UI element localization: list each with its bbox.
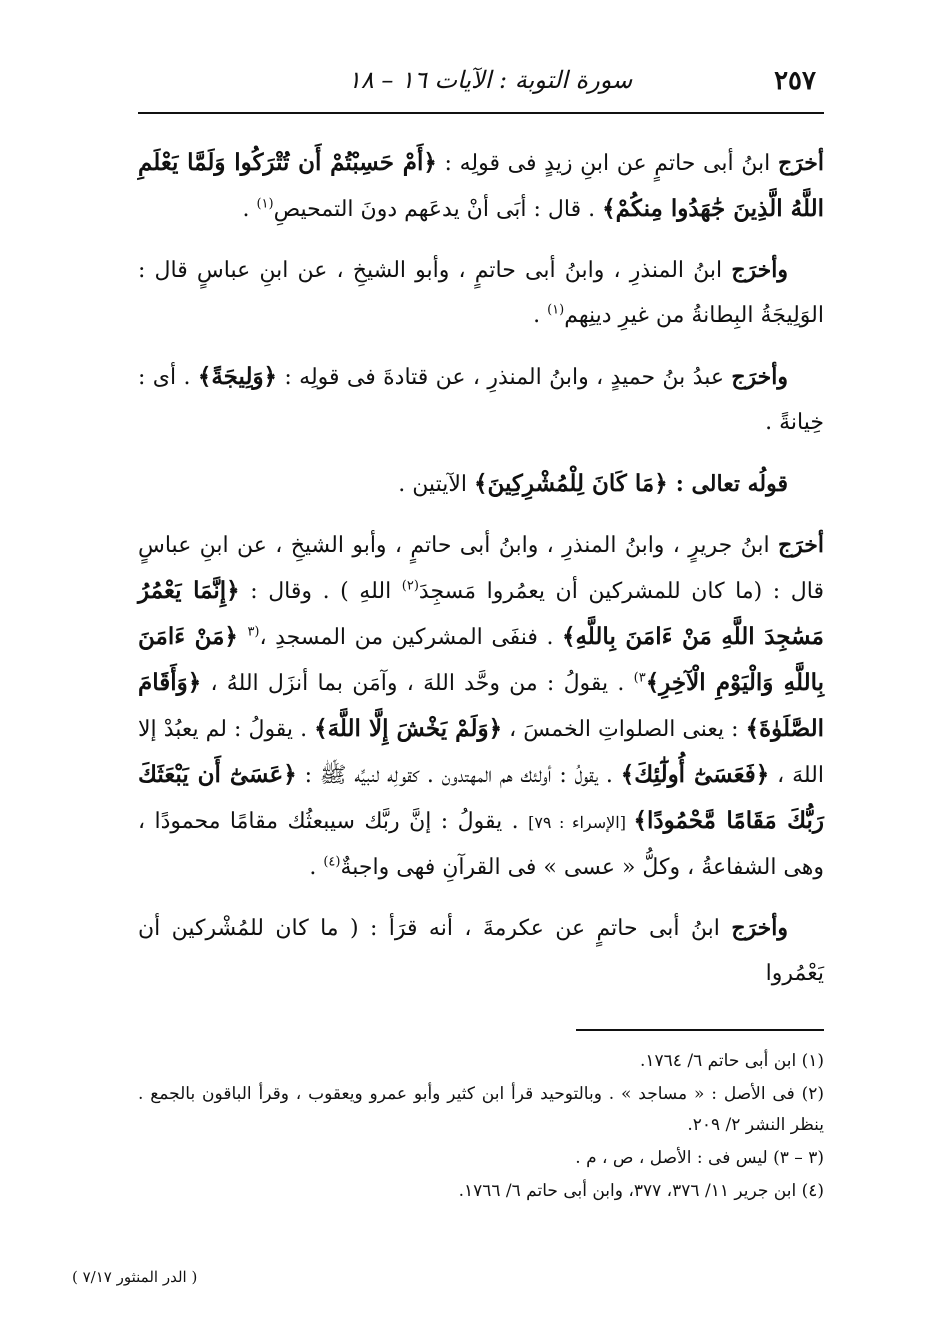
quran-verse: ﴿وَلَمْ يَخْشَ إِلَّا اللَّهَ﴾ <box>314 715 503 742</box>
quran-verse: ﴿عَسَىٰٓ أَن يَبْعَثَكَ رَبُّكَ مَقَامًا مَّحْمُودًا﴾ <box>138 761 824 834</box>
paragraph-text: . <box>309 855 324 880</box>
paragraph-text: الآيتين . <box>398 472 474 497</box>
paragraph-text: . فنفَى المشركين من المسجدِ ، <box>259 625 562 650</box>
paragraph-6 <box>138 906 824 996</box>
paragraph-lead: وأخرَج <box>731 257 788 283</box>
paragraph-lead: وأخرَج <box>731 364 789 390</box>
quran-verse: ﴿إِنَّمَا يَعْمُرُ مَسَٰجِدَ اللَّهِ مَنْ ءَامَنَ بِاللَّهِ﴾ <box>138 577 824 650</box>
footnote-marker: (٤) <box>323 854 341 870</box>
footnotes <box>138 1046 824 1209</box>
paragraph-lead: وأخرَج <box>731 915 788 941</box>
footnote-1: (١) ابن أبى حاتم ٦/ ١٧٦٤. <box>639 1051 824 1071</box>
footnote-2: (٢) فى الأصل : « مساجد » . وبالتوحيد قرأ ابن كثير وأبو عمرو ويعقوب ، وقرأ الباقون بالجمع . ينظر النشر ٢/ ٢٠٩. <box>138 1084 824 1135</box>
page-header <box>138 56 824 114</box>
quran-verse: ﴿أَمْ حَسِبْتُمْ أَن تُتْرَكُوا وَلَمَّا يَعْلَمِ اللَّهُ الَّذِينَ جَٰهَدُوا مِنكُمْ﴾ <box>138 149 824 222</box>
footnote-4: (٤) ابن جرير ١١/ ٣٧٦، ٣٧٧، وابن أبى حاتم ٦/ ١٧٦٦. <box>458 1181 824 1201</box>
quran-verse: ﴿مَنْ ءَامَنَ بِاللَّهِ وَالْيَوْمِ الْآخِرِ﴾ <box>138 623 824 696</box>
verse-reference: [الإسراء : ٧٩] <box>528 813 634 832</box>
paragraph-text: . <box>242 197 257 222</box>
paragraph-3 <box>138 354 824 445</box>
footnote-3: (٣ – ٣) ليس فى : الأصل ، ص ، م . <box>575 1148 824 1168</box>
footnote-marker: (٣ <box>247 624 260 640</box>
paragraph-text: . يقولُ : أولئك هم المهتدون . كقولِه لنبيِّه ﷺ : <box>296 763 621 788</box>
paragraph-text: . أى : خِيانةً . <box>138 365 824 435</box>
footnote-marker: (٢) <box>401 578 419 594</box>
paragraph-5 <box>138 523 824 890</box>
paragraph-text: . يقولُ : لم يعبُدْ إلا اللهَ ، <box>138 717 825 788</box>
quran-verse: ﴿وَأَقَامَ الصَّلَوٰةَ﴾ <box>138 669 824 742</box>
page-number: ٢٥٧ <box>774 66 816 96</box>
paragraph-2 <box>138 248 824 338</box>
paragraph-4-heading <box>138 461 824 507</box>
paragraph-text: ابنُ أبى حاتمٍ عن ابنِ زيدٍ فى قولِه : <box>436 151 778 176</box>
paragraph-text: : يعنى الصلواتِ الخمسَ ، <box>502 717 746 742</box>
paragraph-text: ابنُ جريرٍ ، وابنُ المنذرِ ، وابنُ أبى حاتمٍ ، وأبو الشيخِ ، عن ابنِ عباسٍ قال : (ما كان للمشركين أن يعمُروا مَسجِدَ <box>138 533 824 604</box>
paragraph-text: عبدُ بنُ حميدٍ ، وابنُ المنذرِ ، عن قتادةَ فى قولِه : <box>277 365 732 390</box>
paragraph-text: ابنُ المنذرِ ، وابنُ أبى حاتمٍ ، وأبو الشيخِ ، عن ابنِ عباسٍ قال : الوَلِيجَةُ البِطانةُ من غيرِ دينِهم <box>138 258 824 328</box>
footnote-marker: (١) <box>547 302 565 318</box>
footnote-marker: (١) <box>256 196 274 212</box>
volume-signature: ( الدر المنثور ٧/١٧ ) <box>72 1268 198 1286</box>
paragraph-text: اللهِ ) . وقال : <box>239 579 402 604</box>
running-title: سورة التوبة : الآيات ١٦ – ١٨ <box>348 66 633 94</box>
quran-verse: ﴿فَعَسَىٰٓ أُولَٰٓئِكَ﴾ <box>620 761 770 788</box>
paragraph-text: . قال : أبَى أنْ يدعَهم دونَ التمحيصِ <box>273 197 603 222</box>
quran-verse: ﴿مَا كَانَ لِلْمُشْرِكِينَ﴾ <box>474 470 676 497</box>
paragraph-lead: أخرَج <box>777 532 824 558</box>
paragraph-text: . <box>533 303 548 328</box>
paragraph-text: ابنُ أبى حاتمٍ عن عكرمةَ ، أنه قرَأ : ( ما كان للمُشْركين أن يَعْمُروا <box>138 916 824 986</box>
footnote-divider <box>576 1029 824 1031</box>
main-text <box>138 140 824 1012</box>
paragraph-lead: أخرَج <box>777 150 824 176</box>
footnote-marker: ٣) <box>633 670 646 686</box>
section-heading: قولُه تعالى : <box>675 471 788 497</box>
paragraph-1 <box>138 140 824 232</box>
paragraph-text: . يقولُ : من وحَّد اللهَ ، وآمَن بما أنزَل اللهُ ، <box>201 671 634 696</box>
paragraph-text: . يقولُ : إنَّ ربَّك سيبعثُك مقامًا محمودًا ، وهى الشفاعةُ ، وكلُّ « عسى » فى القرآنِ فهى واجبةٌ <box>138 809 824 880</box>
quran-verse: ﴿وَلِيجَةً﴾ <box>197 363 278 390</box>
